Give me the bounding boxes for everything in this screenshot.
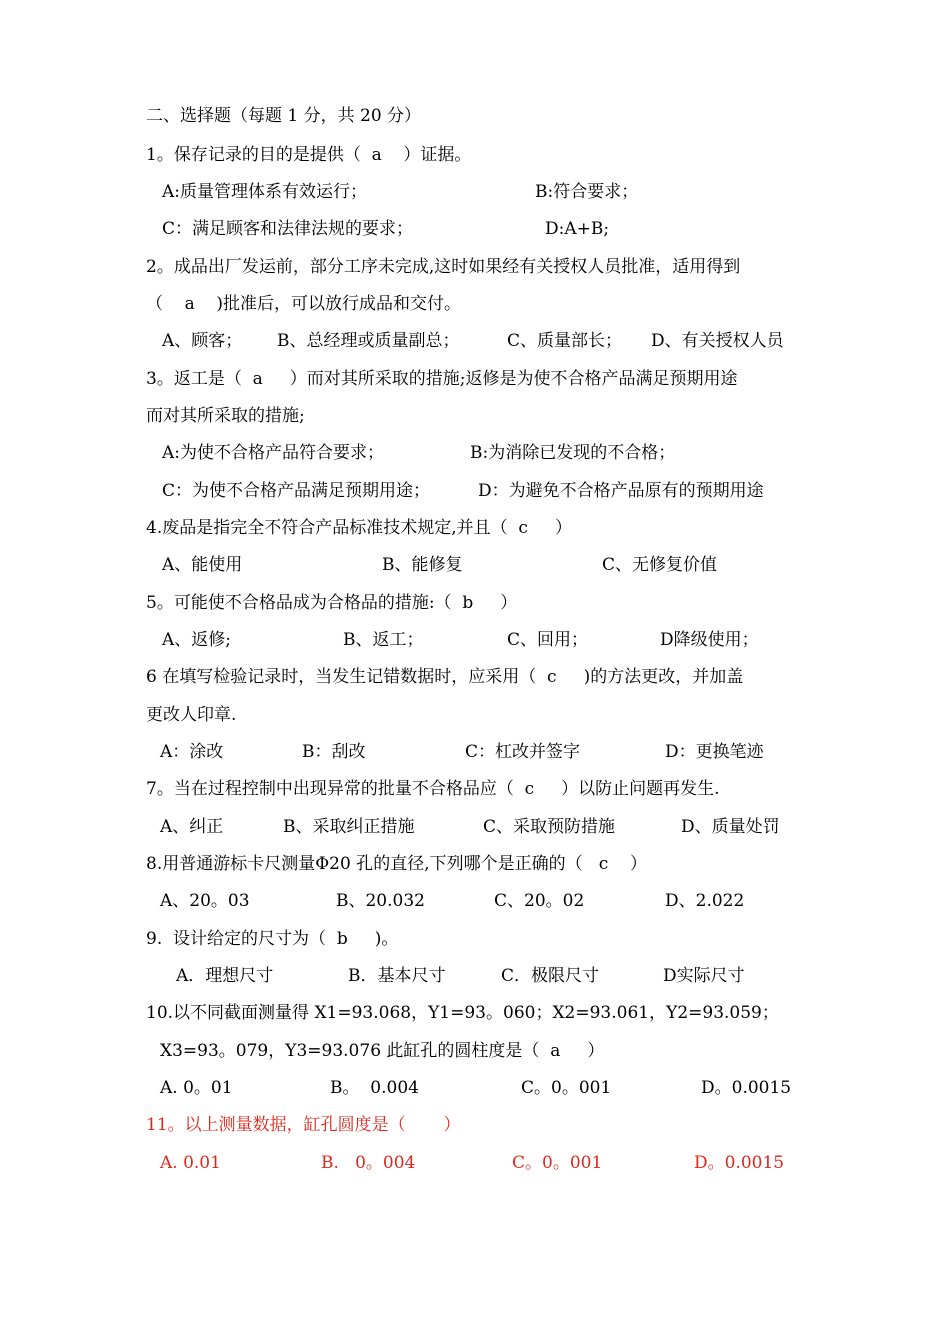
question-4-option-c: C、无修复价值 bbox=[602, 555, 718, 575]
question-3-stem-line2: 而对其所采取的措施; bbox=[146, 406, 305, 426]
question-3-option-b: B:为消除已发现的不合格； bbox=[470, 443, 676, 463]
question-9-option-b: B．基本尺寸 bbox=[348, 966, 446, 986]
question-5-option-c: C、回用； bbox=[507, 630, 589, 650]
question-5-stem: 5。可能使不合格品成为合格品的措施:（ b ） bbox=[146, 593, 518, 613]
question-2-option-d: D、有关授权人员 bbox=[651, 331, 784, 351]
question-7-option-b: B、采取纠正措施 bbox=[283, 817, 415, 837]
question-2-option-c: C、质量部长； bbox=[507, 331, 623, 351]
question-3-option-c: C：为使不合格产品满足预期用途； bbox=[162, 481, 431, 501]
question-7-option-c: C、采取预防措施 bbox=[483, 817, 616, 837]
question-4-option-b: B、能修复 bbox=[382, 555, 463, 575]
question-6-option-b: B：刮改 bbox=[302, 742, 366, 762]
question-8-option-b: B、20.032 bbox=[336, 891, 425, 911]
question-10-option-d: D。0.0015 bbox=[701, 1078, 792, 1098]
question-11-stem: 11。以上测量数据，缸孔圆度是（ ） bbox=[146, 1115, 461, 1135]
question-1-option-a: A:质量管理体系有效运行； bbox=[162, 182, 368, 202]
question-5-option-a: A、返修; bbox=[162, 630, 232, 650]
question-1-option-c: C：满足顾客和法律法规的要求； bbox=[162, 219, 414, 239]
question-5-option-b: B、返工； bbox=[343, 630, 424, 650]
question-7-option-a: A、纠正 bbox=[160, 817, 224, 837]
question-1-stem: 1。保存记录的目的是提供（ a ）证据。 bbox=[146, 145, 472, 165]
question-11-option-c: C。0。001 bbox=[512, 1153, 603, 1173]
question-4-stem: 4.废品是指完全不符合产品标准技术规定,并且（ c ） bbox=[146, 518, 572, 538]
question-10-option-c: C。0。001 bbox=[521, 1078, 612, 1098]
question-10-option-b: B。 0.004 bbox=[330, 1078, 419, 1098]
question-10-option-a: A. 0。01 bbox=[160, 1078, 233, 1098]
question-2-stem-line1: 2。成品出厂发运前，部分工序未完成,这时如果经有关授权人员批准，适用得到 bbox=[146, 257, 741, 277]
question-8-option-d: D、2.022 bbox=[665, 891, 745, 911]
question-7-option-d: D、质量处罚 bbox=[681, 817, 780, 837]
question-10-stem-line1: 10.以不同截面测量得 X1=93.068，Y1=93。060；X2=93.061，Y2=93.059； bbox=[146, 1003, 779, 1023]
question-8-option-c: C、20。02 bbox=[494, 891, 585, 911]
question-6-option-c: C：杠改并签字 bbox=[465, 742, 581, 762]
question-3-option-d: D：为避免不合格产品原有的预期用途 bbox=[478, 481, 764, 501]
question-8-option-a: A、20。03 bbox=[160, 891, 250, 911]
question-8-stem: 8.用普通游标卡尺测量Φ20 孔的直径,下列哪个是正确的（ c ） bbox=[146, 854, 647, 874]
section-title: 二、选择题（每题 1 分，共 20 分） bbox=[146, 106, 422, 126]
question-1-option-d: D:A+B; bbox=[545, 219, 610, 239]
question-4-option-a: A、能使用 bbox=[162, 555, 243, 575]
question-6-stem-line1: 6 在填写检验记录时，当发生记错数据时，应采用（ c )的方法更改，并加盖 bbox=[146, 667, 744, 687]
question-9-option-a: A．理想尺寸 bbox=[176, 966, 274, 986]
question-11-option-d: D。0.0015 bbox=[694, 1153, 785, 1173]
question-3-stem-line1: 3。返工是（ a ）而对其所采取的措施;返修是为使不合格产品满足预期用途 bbox=[146, 369, 738, 389]
question-9-option-c: C．极限尺寸 bbox=[501, 966, 600, 986]
question-2-stem-line2: （ a )批准后，可以放行成品和交付。 bbox=[146, 294, 461, 314]
question-11-option-a: A. 0.01 bbox=[160, 1153, 221, 1173]
question-1-option-b: B:符合要求； bbox=[535, 182, 639, 202]
question-3-option-a: A:为使不合格产品符合要求； bbox=[162, 443, 385, 463]
question-6-option-d: D：更换笔迹 bbox=[665, 742, 764, 762]
question-11-option-b: B. 0。004 bbox=[321, 1153, 416, 1173]
question-6-option-a: A：涂改 bbox=[160, 742, 224, 762]
question-10-stem-line2: X3=93。079，Y3=93.076 此缸孔的圆柱度是（ a ） bbox=[160, 1041, 605, 1061]
question-9-stem: 9. 设计给定的尺寸为（ b )。 bbox=[146, 929, 399, 949]
question-5-option-d: D降级使用； bbox=[660, 630, 759, 650]
question-2-option-a: A、顾客； bbox=[162, 331, 243, 351]
question-6-stem-line2: 更改人印章. bbox=[146, 705, 237, 725]
question-2-option-b: B、总经理或质量副总； bbox=[277, 331, 460, 351]
question-7-stem: 7。当在过程控制中出现异常的批量不合格品应（ c ）以防止问题再发生. bbox=[146, 779, 720, 799]
question-9-option-d: D实际尺寸 bbox=[663, 966, 745, 986]
